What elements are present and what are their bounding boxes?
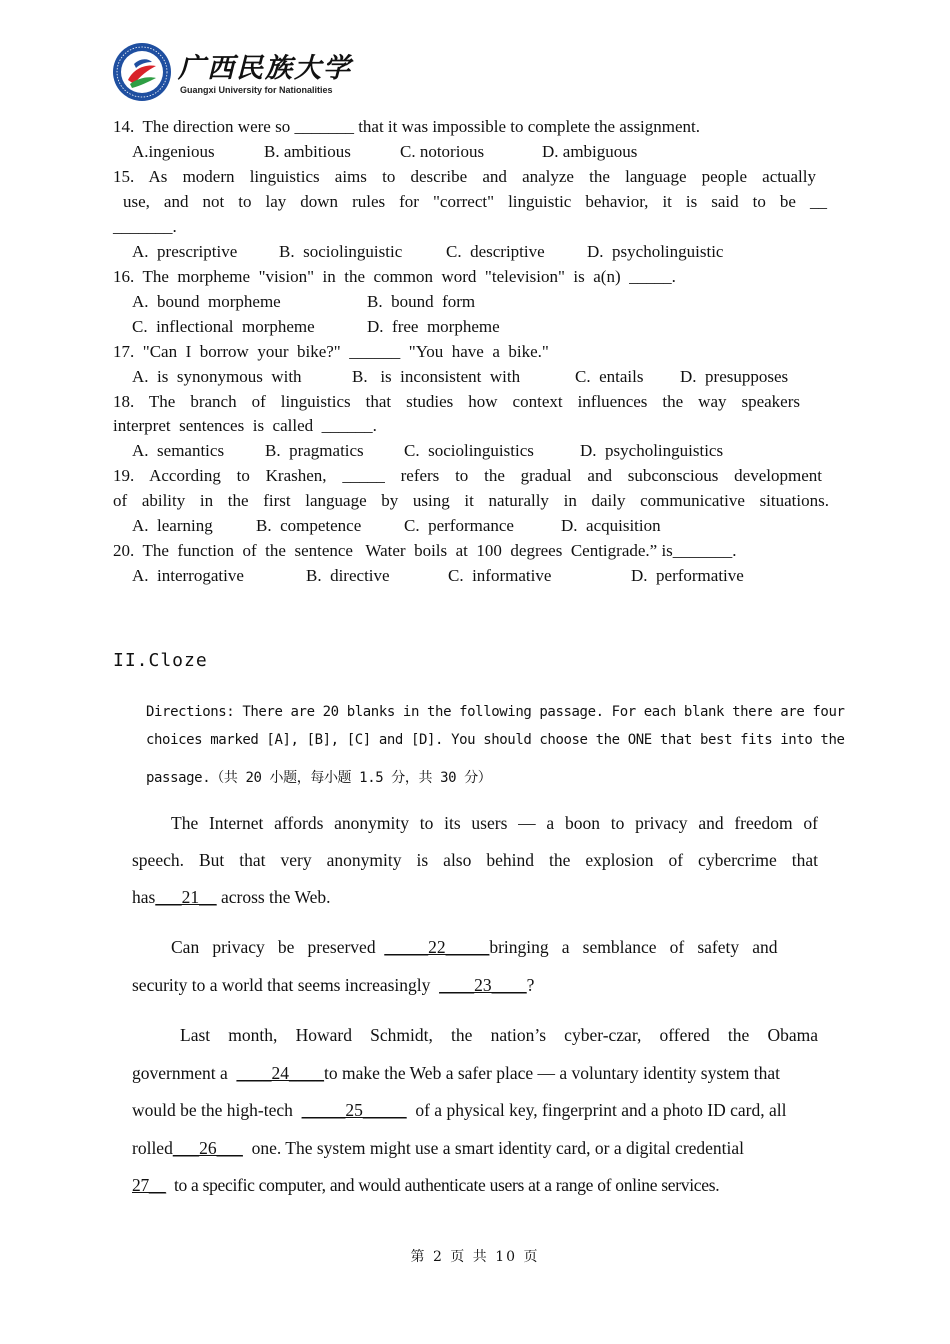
q17-option-a: A. is synonymous with: [132, 367, 302, 386]
passage-p2-line-1: [171, 936, 818, 958]
q20-option-b: B. directive: [306, 566, 390, 585]
page-number: 第 2 页 共 10 页: [410, 1249, 540, 1265]
question-15-stem-line-2: use, and not to lay down rules for "correct" linguistic behavior, it is said to be __: [123, 192, 827, 211]
q18-option-b: B. pragmatics: [265, 441, 364, 460]
blank-27: 27__: [132, 1175, 166, 1195]
q17-option-d: D. presupposes: [680, 367, 789, 386]
university-name-en: Guangxi University for Nationalities: [180, 85, 333, 95]
passage-p3-line-2: [132, 1062, 818, 1084]
passage-p3-line-1: Last month, Howard Schmidt, the nation’s cyber-czar, offered the Obama: [180, 1025, 818, 1045]
blank-26: ___26___: [172, 1138, 243, 1158]
q19-option-d: D. acquisition: [561, 516, 661, 535]
question-19-stem-line-1: 19. According to Krashen, _____ refers to the gradual and subconscious development: [113, 466, 822, 485]
passage-text: ?: [526, 975, 535, 995]
university-logo: [112, 42, 352, 102]
question-19-stem-line-2: of ability in the first language by using it naturally in daily communicative situations.: [113, 491, 829, 510]
blank-24: ____24____: [236, 1063, 324, 1083]
passage-text: across the Web.: [216, 887, 331, 907]
question-18-stem-line-2: interpret sentences is called ______.: [113, 416, 377, 435]
q20-option-c: C. informative: [448, 566, 552, 585]
passage-p1-line-2: speech. But that very anonymity is also behind the explosion of cybercrime that: [132, 850, 818, 870]
q14-option-b: B. ambitious: [264, 142, 351, 161]
question-14-stem: 14. The direction were so _______ that it was impossible to complete the assignment.: [113, 117, 701, 136]
passage-p1-line-3: [132, 886, 818, 908]
passage-p2-line-2: [132, 974, 818, 996]
question-18-stem-line-1: 18. The branch of linguistics that studies how context influences the way speakers: [113, 392, 800, 411]
q20-option-d: D. performative: [631, 566, 744, 585]
passage-text: has: [132, 887, 156, 907]
blank-22: _____22_____: [384, 937, 490, 957]
passage-text: bringing a semblance of safety and: [489, 937, 778, 957]
passage-text: to make the Web a safer place — a voluntary identity system that: [323, 1063, 781, 1083]
blank-21: ___21__: [155, 887, 217, 907]
q18-option-d: D. psycholinguistics: [580, 441, 724, 460]
passage-text: Can privacy be preserved: [171, 937, 385, 957]
q14-option-a: A.ingenious: [132, 142, 215, 161]
q15-option-c: C. descriptive: [446, 242, 545, 261]
passage-text: security to a world that seems increasingly: [132, 975, 440, 995]
q15-option-b: B. sociolinguistic: [279, 242, 403, 261]
passage-text: would be the high-tech: [132, 1100, 302, 1120]
question-17-stem: 17. "Can I borrow your bike?" ______ "You have a bike.": [113, 342, 549, 361]
q19-option-a: A. learning: [132, 516, 213, 535]
passage-p1-line-1: The Internet affords anonymity to its users — a boon to privacy and freedom of: [171, 813, 818, 833]
q17-option-c: C. entails: [575, 367, 644, 386]
q16-option-c: C. inflectional morpheme: [132, 317, 315, 336]
section-title: II.Cloze: [113, 650, 208, 671]
q17-option-b: B. is inconsistent with: [352, 367, 521, 386]
q16-option-a: A. bound morpheme: [132, 292, 281, 311]
directions-line-3: passage.（共 20 小题，每小题 1.5 分，共 30 分）: [146, 770, 492, 786]
question-15-stem-line-3: _______.: [113, 217, 177, 236]
passage-text: of a physical key, fingerprint and a photo ID card, all: [406, 1100, 787, 1120]
passage-text: to a specific computer, and would authenticate users at a range of online services.: [165, 1175, 720, 1195]
q16-option-b: B. bound form: [367, 292, 476, 311]
q19-option-c: C. performance: [404, 516, 514, 535]
q14-option-c: C. notorious: [400, 142, 485, 161]
q18-option-a: A. semantics: [132, 441, 225, 460]
q14-option-d: D. ambiguous: [542, 142, 638, 161]
q16-option-d: D. free morpheme: [367, 317, 500, 336]
question-20-stem: 20. The function of the sentence Water boils at 100 degrees Centigrade.” is_______.: [113, 541, 737, 560]
passage-text: government a: [132, 1063, 237, 1083]
q15-option-d: D. psycholinguistic: [587, 242, 724, 261]
university-name-cn: 广西民族大学: [178, 53, 352, 84]
q18-option-c: C. sociolinguistics: [404, 441, 534, 460]
blank-25: _____25_____: [301, 1100, 407, 1120]
q19-option-b: B. competence: [256, 516, 362, 535]
question-16-stem: 16. The morpheme "vision" in the common word "television" is a(n) _____.: [113, 267, 676, 286]
directions-line-1: Directions: There are 20 blanks in the following passage. For each blank there are four: [146, 704, 845, 720]
q20-option-a: A. interrogative: [132, 566, 244, 585]
passage-p3-line-4: [132, 1137, 818, 1159]
passage-p3-line-3: [132, 1099, 818, 1121]
directions-line-2: choices marked [A], [B], [C] and [D]. You should choose the ONE that best fits into the: [146, 732, 845, 748]
blank-23: ____23____: [439, 975, 527, 995]
university-seal-icon: [112, 42, 172, 102]
passage-text: rolled: [132, 1138, 173, 1158]
passage-p3-line-5: [132, 1174, 818, 1196]
q15-option-a: A. prescriptive: [132, 242, 238, 261]
question-15-stem-line-1: 15. As modern linguistics aims to describe and analyze the language people actually: [113, 167, 816, 186]
passage-text: one. The system might use a smart identity card, or a digital credential: [242, 1138, 745, 1158]
